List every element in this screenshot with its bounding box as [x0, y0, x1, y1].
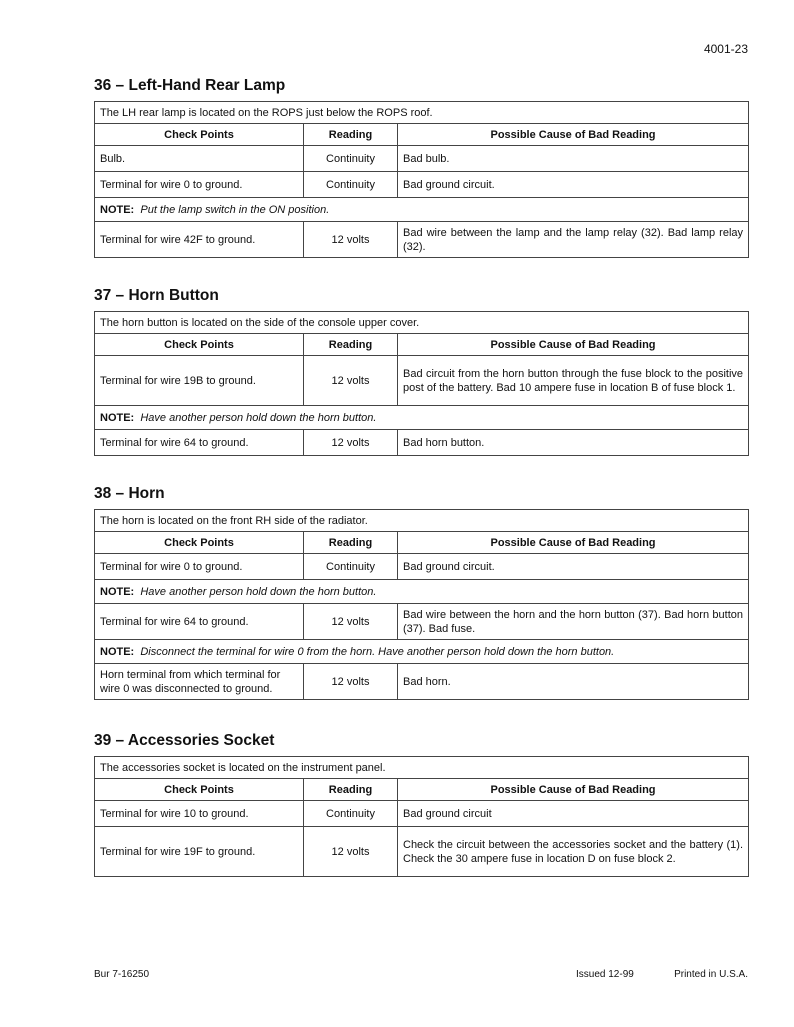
- location-description: The accessories socket is located on the instrument panel.: [95, 757, 749, 779]
- note-text: Put the lamp switch in the ON position.: [140, 203, 330, 216]
- section-title: 38 – Horn: [94, 485, 165, 502]
- table-header-row: [95, 334, 749, 356]
- header-possible-cause: Possible Cause of Bad Reading: [398, 532, 749, 554]
- section-38-horn: [94, 483, 748, 700]
- table-row: [95, 801, 749, 827]
- table-row: [95, 604, 749, 640]
- header-possible-cause: Possible Cause of Bad Reading: [398, 779, 749, 801]
- header-reading: Reading: [304, 334, 398, 356]
- location-description: The horn button is located on the side of the console upper cover.: [95, 312, 749, 334]
- header-possible-cause: Possible Cause of Bad Reading: [398, 334, 749, 356]
- header-reading: Reading: [304, 779, 398, 801]
- table-row: [95, 222, 749, 258]
- note-cell: [95, 406, 749, 430]
- header-check-points: Check Points: [95, 532, 304, 554]
- cause-cell: Bad ground circuit.: [398, 554, 749, 580]
- cause-cell: Bad horn.: [398, 664, 749, 700]
- cause-cell: Bad ground circuit.: [398, 172, 749, 198]
- cause-cell: Bad wire between the horn and the horn button (37). Bad horn button (37). Bad fuse.: [398, 604, 749, 640]
- check-point-cell: Terminal for wire 19F to ground.: [95, 827, 304, 877]
- check-point-cell: Terminal for wire 64 to ground.: [95, 430, 304, 456]
- section-39-accessories-socket: [94, 730, 748, 877]
- note-label: NOTE:: [100, 411, 135, 424]
- note-label: NOTE:: [100, 585, 135, 598]
- table-row: [95, 146, 749, 172]
- header-reading: Reading: [304, 532, 398, 554]
- note-row: [95, 406, 749, 430]
- table-header-row: [95, 532, 749, 554]
- table-row: [95, 430, 749, 456]
- cause-cell: Bad circuit from the horn button through the fuse block to the positive post of the battery. Bad 10 ampere fuse in location B of fuse block 1.: [398, 356, 749, 406]
- table-row: [95, 554, 749, 580]
- reading-cell: Continuity: [304, 146, 398, 172]
- reading-cell: 12 volts: [304, 827, 398, 877]
- cause-cell: Bad wire between the lamp and the lamp relay (32). Bad lamp relay (32).: [398, 222, 749, 258]
- note-row: [95, 580, 749, 604]
- table-header-row: [95, 124, 749, 146]
- section-36-left-hand-rear-lamp: [94, 75, 748, 258]
- check-point-cell: Horn terminal from which terminal for wire 0 was disconnected to ground.: [95, 664, 304, 700]
- reading-cell: Continuity: [304, 801, 398, 827]
- section-title: 36 – Left-Hand Rear Lamp: [94, 77, 286, 94]
- check-point-cell: Terminal for wire 0 to ground.: [95, 554, 304, 580]
- check-point-cell: Terminal for wire 19B to ground.: [95, 356, 304, 406]
- location-description: The LH rear lamp is located on the ROPS just below the ROPS roof.: [95, 102, 749, 124]
- header-check-points: Check Points: [95, 124, 304, 146]
- page-number: 4001-23: [703, 42, 748, 56]
- table-row: [95, 356, 749, 406]
- check-table: [94, 756, 749, 877]
- header-check-points: Check Points: [95, 334, 304, 356]
- section-37-horn-button: [94, 285, 748, 456]
- cause-cell: Check the circuit between the accessories socket and the battery (1). Check the 30 ampere fuse in location D on fuse block 2.: [398, 827, 749, 877]
- note-cell: [95, 198, 749, 222]
- section-title: 37 – Horn Button: [94, 287, 219, 304]
- table-header-row: [95, 779, 749, 801]
- note-text: Disconnect the terminal for wire 0 from the horn. Have another person hold down the horn button.: [140, 645, 615, 658]
- reading-cell: 12 volts: [304, 430, 398, 456]
- check-table: [94, 311, 749, 456]
- note-label: NOTE:: [100, 203, 135, 216]
- reading-cell: Continuity: [304, 554, 398, 580]
- footer-doc-number: Bur 7-16250: [94, 969, 150, 980]
- table-row: [95, 827, 749, 877]
- header-check-points: Check Points: [95, 779, 304, 801]
- note-row: [95, 198, 749, 222]
- note-cell: [95, 580, 749, 604]
- note-row: [95, 640, 749, 664]
- table-row: [95, 664, 749, 700]
- cause-cell: Bad bulb.: [398, 146, 749, 172]
- reading-cell: 12 volts: [304, 664, 398, 700]
- header-possible-cause: Possible Cause of Bad Reading: [398, 124, 749, 146]
- check-point-cell: Terminal for wire 64 to ground.: [95, 604, 304, 640]
- reading-cell: 12 volts: [304, 356, 398, 406]
- reading-cell: 12 volts: [304, 222, 398, 258]
- note-text: Have another person hold down the horn button.: [140, 411, 377, 424]
- check-point-cell: Terminal for wire 42F to ground.: [95, 222, 304, 258]
- check-table: [94, 101, 749, 258]
- reading-cell: 12 volts: [304, 604, 398, 640]
- cause-cell: Bad ground circuit: [398, 801, 749, 827]
- note-text: Have another person hold down the horn button.: [140, 585, 377, 598]
- check-point-cell: Terminal for wire 0 to ground.: [95, 172, 304, 198]
- location-description: The horn is located on the front RH side of the radiator.: [95, 510, 749, 532]
- reading-cell: Continuity: [304, 172, 398, 198]
- section-title: 39 – Accessories Socket: [94, 732, 275, 749]
- cause-cell: Bad horn button.: [398, 430, 749, 456]
- check-table: [94, 509, 749, 700]
- footer-issued: Issued 12-99: [576, 969, 634, 980]
- note-label: NOTE:: [100, 645, 135, 658]
- check-point-cell: Bulb.: [95, 146, 304, 172]
- footer-printed: Printed in U.S.A.: [674, 969, 748, 980]
- header-reading: Reading: [304, 124, 398, 146]
- table-row: [95, 172, 749, 198]
- check-point-cell: Terminal for wire 10 to ground.: [95, 801, 304, 827]
- note-cell: [95, 640, 749, 664]
